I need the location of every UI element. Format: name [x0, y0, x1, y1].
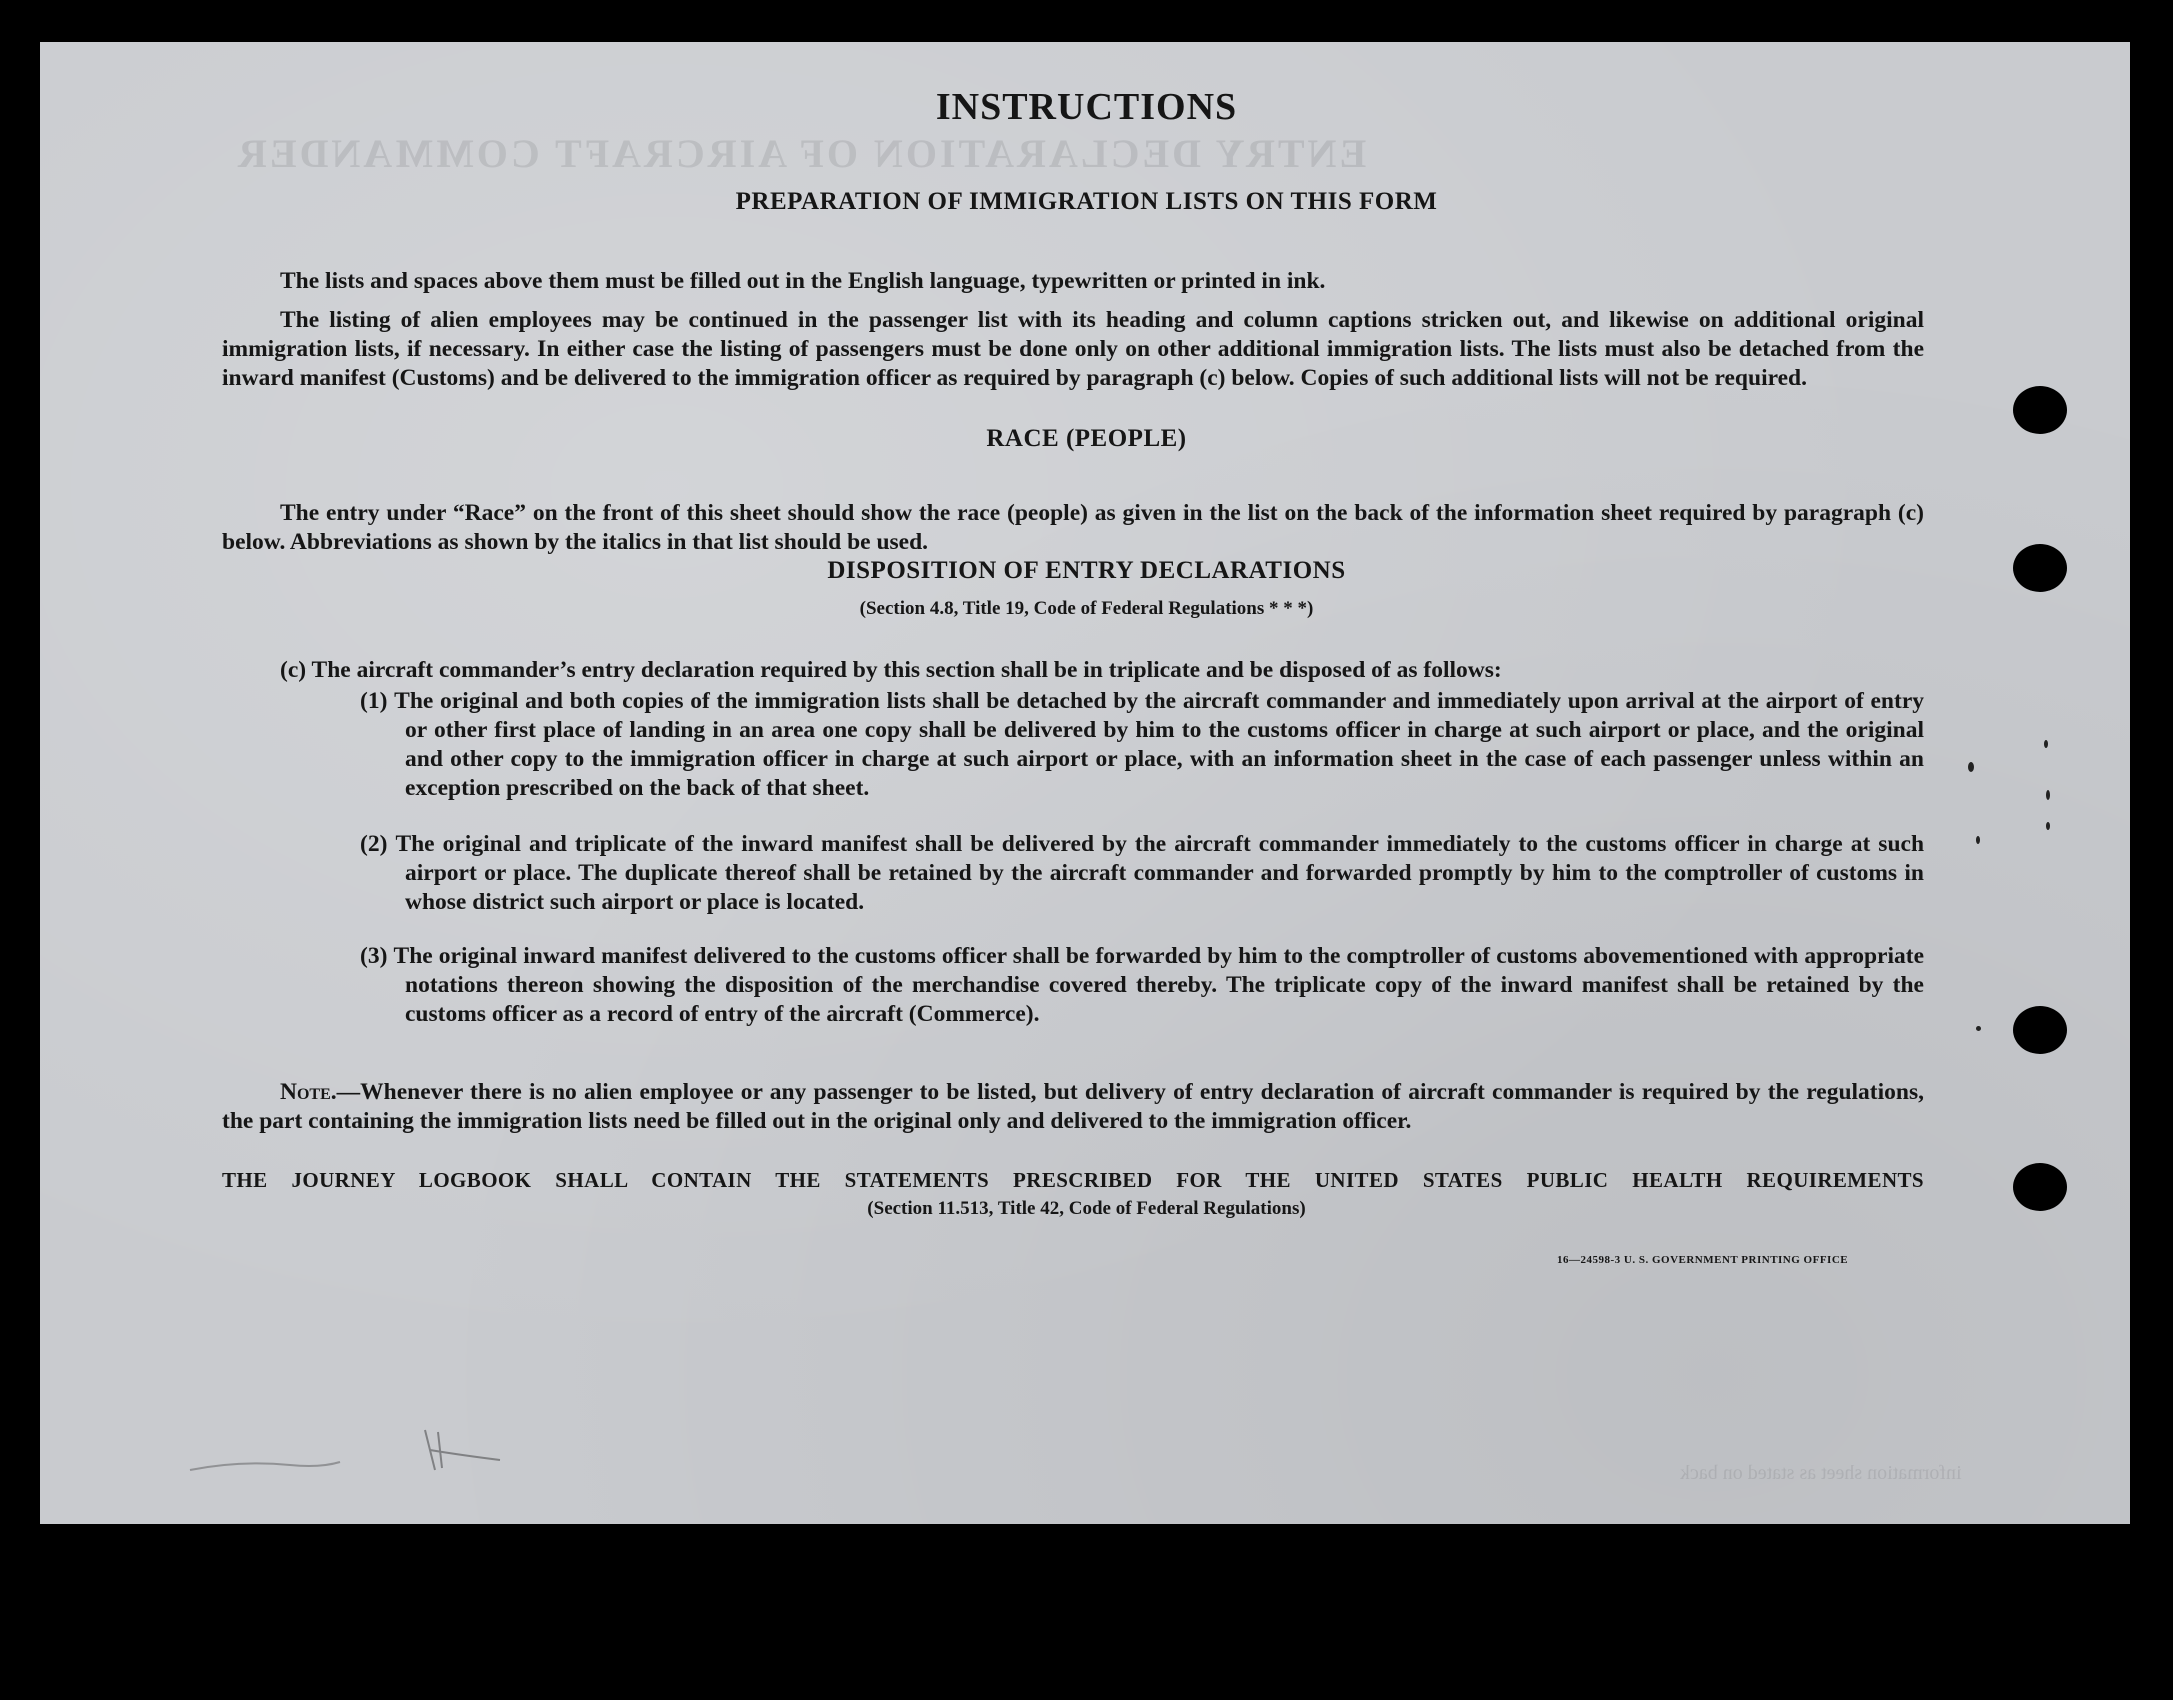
- ink-speck: [2046, 790, 2050, 800]
- punch-hole: [2013, 544, 2067, 592]
- ink-speck: [2046, 822, 2050, 830]
- punch-hole: [2013, 1163, 2067, 1211]
- list-item-text: [330, 830, 1924, 917]
- paragraph-race: The entry under “Race” on the front of this sheet should show the race (people) as given in the list on the back of the information sheet required by paragraph (c) below. Abbreviations as shown by the italics in that list should be used.: [222, 499, 1924, 555]
- paragraph-language: The lists and spaces above them must be filled out in the English language, typewritten or printed in ink.: [280, 267, 1326, 294]
- note-paragraph: [222, 1078, 1924, 1136]
- citation-title-19: (Section 4.8, Title 19, Code of Federal Regulations * * *): [859, 598, 1314, 619]
- page-title: INSTRUCTIONS: [935, 86, 1238, 128]
- ink-speck: [1976, 1026, 1981, 1031]
- heading-preparation: PREPARATION OF IMMIGRATION LISTS ON THIS FORM: [735, 188, 1438, 215]
- list-item-number: (1): [360, 688, 388, 714]
- heading-race: RACE (PEOPLE): [986, 425, 1187, 452]
- paragraph-alien-employees: The listing of alien employees may be continued in the passenger list with its heading and column captions stricken out, and likewise on additional original immigration lists, if necessary. In either case the listing of passengers must be done only on other additional immigration lists. The lists must also be detached from the inward manifest (Customs) and be delivered to the immigration officer as required by paragraph (c) below. Copies of such additional lists will not be required.: [222, 306, 1924, 391]
- logbook-statement: THE JOURNEY LOGBOOK SHALL CONTAIN THE STATEMENTS PRESCRIBED FOR THE UNITED STATES PUBLIC HEALTH REQUIREMENTS: [222, 1168, 1924, 1192]
- list-item-number: (3): [360, 943, 388, 969]
- list-item-text: [330, 942, 1924, 1029]
- note-text: —Whenever there is no alien employee or any passenger to be listed, but delivery of entry declaration of aircraft commander is required by the regulations, the part containing the immigration lists need be filled out in the original only and delivered to the immigration officer.: [222, 1078, 1924, 1134]
- list-item-text: [330, 687, 1924, 803]
- list-item-body: The original and triplicate of the inward manifest shall be delivered by the aircraft commander immediately to the customs officer in charge at such airport or place. The duplicate thereof shall be retained by the aircraft commander and forwarded promptly by him to the comptroller of customs in whose district such airport or place is located.: [395, 831, 1925, 915]
- list-item: [330, 942, 1924, 1029]
- bleed-through-text: ENTRY DECLARATION OF AIRCRAFT COMMANDER: [235, 131, 1367, 176]
- list-item-body: The original and both copies of the immigration lists shall be detached by the aircraft commander and immediately upon arrival at the airport of entry or other first place of landing in an area one copy shall be delivered by him to the customs officer in charge at such airport or place, and the original and other copy to the immigration officer in charge at such airport or place, with an information sheet in the case of each passenger unless within an exception prescribed on the back of that sheet.: [394, 688, 1925, 801]
- list-item: [330, 687, 1924, 803]
- heading-disposition: DISPOSITION OF ENTRY DECLARATIONS: [827, 557, 1346, 584]
- note-lead: Note.: [280, 1078, 337, 1105]
- list-item-body: The original inward manifest delivered to the customs officer shall be forwarded by him to the comptroller of customs abovementioned with appropriate notations thereon showing the disposition of the merchandise covered thereby. The triplicate copy of the inward manifest shall be retained by the customs officer as a record of entry of the aircraft (Commerce).: [393, 943, 1925, 1027]
- paragraph-c: (c) The aircraft commander’s entry declaration required by this section shall be in triplicate and be disposed of as follows:: [280, 656, 1502, 683]
- list-item: [330, 830, 1924, 917]
- pencil-mark: [180, 1410, 510, 1490]
- bleed-through-footer: information sheet as stated on back: [1680, 1462, 1962, 1484]
- list-item-number: (2): [360, 831, 388, 857]
- punch-hole: [2013, 386, 2067, 434]
- printer-imprint: 16—24598-3 U. S. GOVERNMENT PRINTING OFFICE: [1557, 1254, 1849, 1266]
- ink-speck: [1976, 836, 1980, 844]
- punch-hole: [2013, 1006, 2067, 1054]
- ink-speck: [1968, 762, 1974, 772]
- citation-title-42: (Section 11.513, Title 42, Code of Federal Regulations): [867, 1198, 1306, 1219]
- ink-speck: [2044, 740, 2048, 748]
